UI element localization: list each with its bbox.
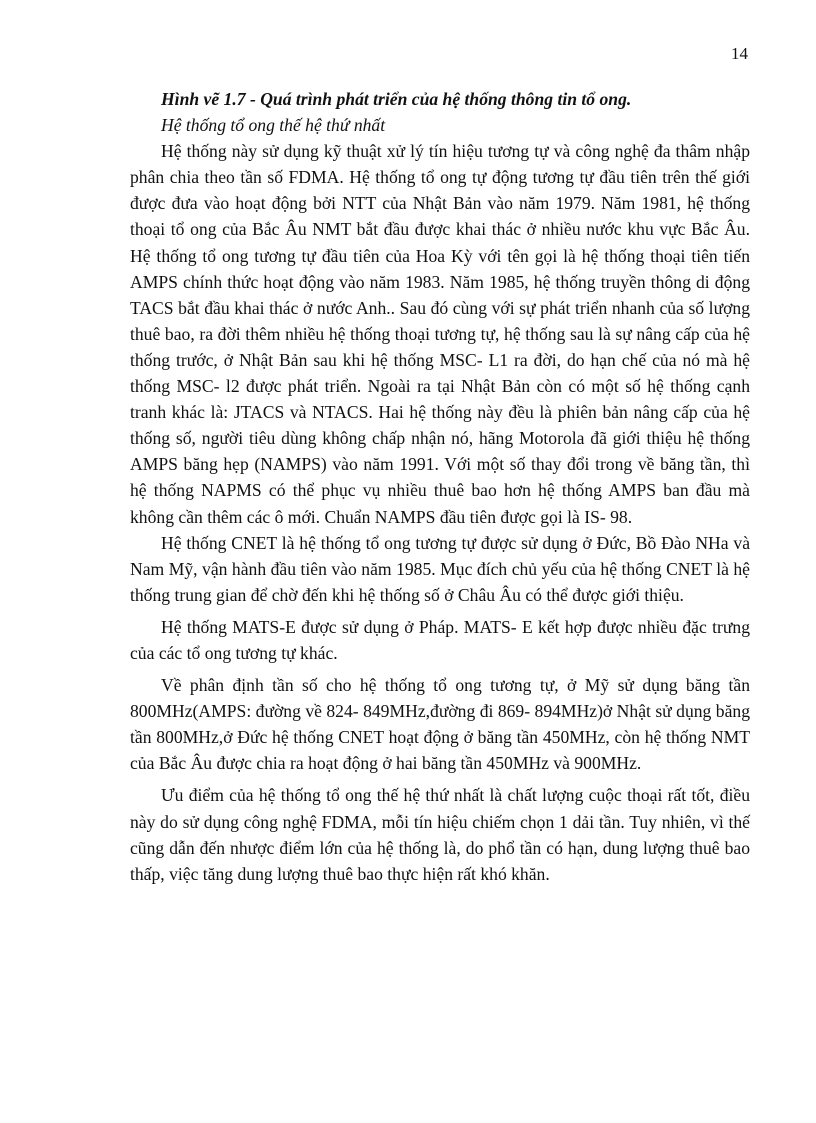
section-heading: Hệ thống tổ ong thế hệ thứ nhất bbox=[161, 115, 386, 136]
figure-caption: Hình vẽ 1.7 - Quá trình phát triển của hệ thống thông tin tổ ong. bbox=[161, 89, 632, 109]
paragraph-intro: Hệ thống này sử dụng kỹ thuật xử lý tín hiệu tương tự và công nghệ đa thâm nhập phân chia theo tần số FDMA. Hệ thống tổ ong tự động tương tự đầu tiên trên thế giới được đưa vào hoạt động bởi NTT của Nhật Bản vào năm 1979. Năm 1981, hệ thống thoại tổ ong của Bắc Âu NMT bắt đầu được khai thác ở nhiều nước khu vực Bắc Âu. Hệ thống tổ ong tương tự đầu tiên của Hoa Kỳ với tên gọi là hệ thống thoại tiên tiến AMPS chính thức hoạt động vào năm 1983. Năm 1985, hệ thống truyền thông di động TACS bắt đầu khai thác ở nước Anh.. Sau đó cùng với sự phát triển nhanh của số lượng thuê bao, ra đời thêm nhiều hệ thống thoại tương tự, hệ thống sau là sự nâng cấp của hệ thống trước, ở Nhật Bản sau khi hệ thống MSC- L1 ra đời, do hạn chế của nó mà hệ thống MSC- l2 được phát triển. Ngoài ra tại Nhật Bản còn có một số hệ thống cạnh tranh khác là: JTACS và NTACS. Hai hệ thống này đều là phiên bản nâng cấp của hệ thống số, người tiêu dùng không chấp nhận nó, hãng Motorola đã giới thiệu hệ thống AMPS băng hẹp (NAMPS) vào năm 1991. Với một số thay đổi trong về băng tần, thì hệ thống NAPMS có thể phục vụ nhiều thuê bao hơn hệ thống AMPS ban đầu mà không cần thêm các ô mới. Chuẩn NAMPS đầu tiên được gọi là IS- 98. bbox=[130, 141, 750, 527]
paragraph-advantages: Ưu điểm của hệ thống tổ ong thế hệ thứ nhất là chất lượng cuộc thoại rất tốt, điều này do sử dụng công nghệ FDMA, mỗi tín hiệu chiếm chọn 1 dải tần. Tuy nhiên, vì thế cũng dẫn đến nhược điểm lớn của hệ thống là, do phổ tần có hạn, dung lượng thuê bao thấp, việc tăng dung lượng thuê bao thực hiện rất khó khăn. bbox=[130, 785, 750, 884]
page-content bbox=[130, 86, 750, 887]
page-number: 14 bbox=[731, 44, 748, 63]
paragraph-cnet: Hệ thống CNET là hệ thống tổ ong tương tự được sử dụng ở Đức, Bồ Đào NHa và Nam Mỹ, vận hành đầu tiên vào năm 1985. Mục đích chủ yếu của hệ thống CNET là hệ thống trung gian để chờ đến khi hệ thống số ở Châu Âu có thể được giới thiệu. bbox=[130, 532, 750, 605]
paragraph-mats-e: Hệ thống MATS-E được sử dụng ở Pháp. MATS- E kết hợp được nhiều đặc trưng của các tổ ong tương tự khác. bbox=[130, 616, 750, 663]
paragraph-frequency: Về phân định tần số cho hệ thống tổ ong tương tự, ở Mỹ sử dụng băng tần 800MHz(AMPS: đường về 824- 849MHz,đường đi 869- 894MHz)ở Nhật sử dụng băng tần 800MHz,ở Đức hệ thống CNET hoạt động ở băng tần 450MHz, còn hệ thống NMT của Bắc Âu được chia ra hoạt động ở hai băng tần 450MHz và 900MHz. bbox=[130, 675, 750, 774]
